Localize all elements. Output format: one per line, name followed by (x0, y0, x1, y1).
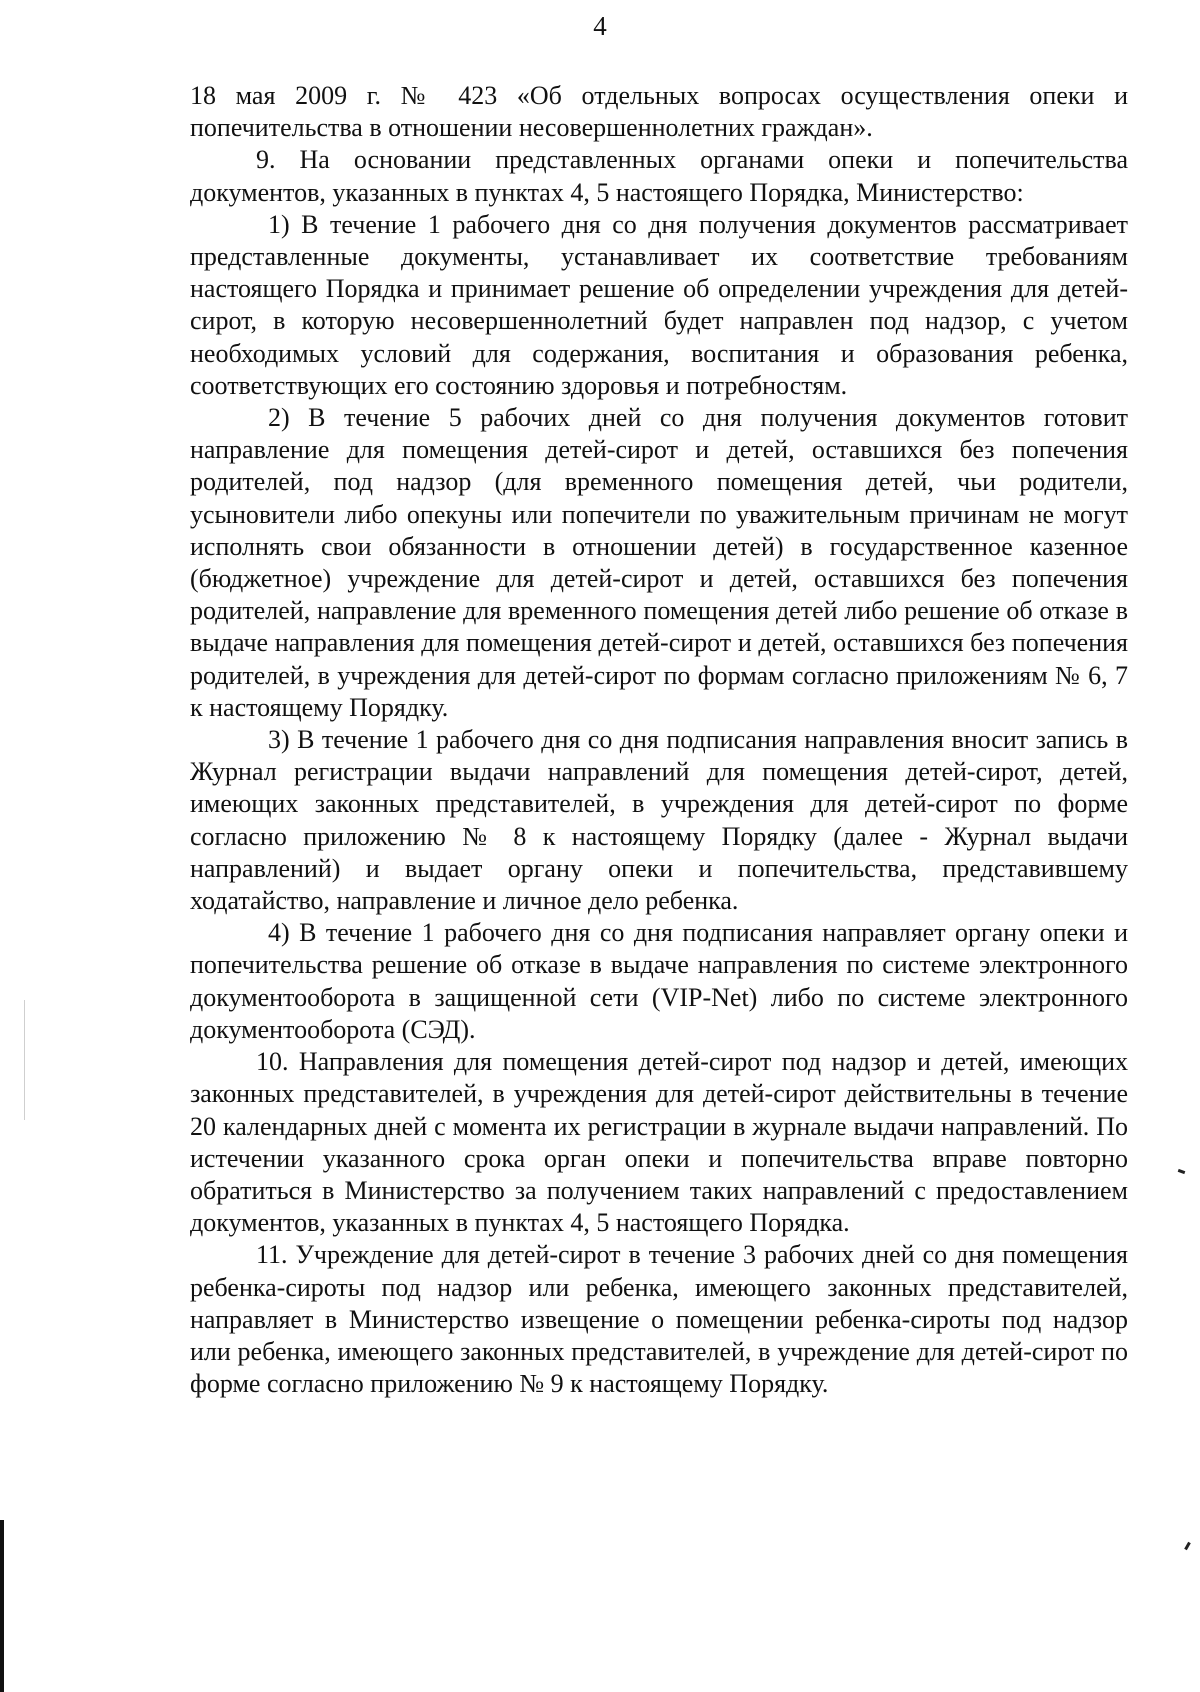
scan-speck (1184, 1542, 1191, 1550)
document-body (190, 80, 1128, 1400)
paragraph-subitem-3: 3) В течение 1 рабочего дня со дня подписания направления вносит запись в Журнал регистрации выдачи направлений для помещения детей-сирот, детей, имеющих законных представителей, в учреждения для детей-сирот по форме согласно приложению № 8 к настоящему Порядку (далее - Журнал выдачи направлений) и выдает органу опеки и попечительства, представившему ходатайство, направление и личное дело ребенка. (190, 725, 1128, 916)
scan-edge-line (0, 1520, 4, 1692)
paragraph-subitem-4: 4) В течение 1 рабочего дня со дня подписания направляет органу опеки и попечительства решение об отказе в выдаче направления по системе электронного документооборота в защищенной сети (VIP-Net) либо по системе электронного документооборота (СЭД). (190, 918, 1128, 1044)
page-number: 4 (593, 11, 607, 41)
scan-faint-line (24, 1000, 25, 1120)
paragraph-subitem-1: 1) В течение 1 рабочего дня со дня получения документов рассматривает представленные документы, устанавливает их соответствие требованиям настоящего Порядка и принимает решение об определении учреждения для детей-сирот, в которую несовершеннолетний будет направлен под надзор, с учетом необходимых условий для содержания, воспитания и образования ребенка, соответствующих его состоянию здоровья и потребностям. (190, 209, 1128, 400)
scan-speck (1178, 1169, 1186, 1174)
paragraph-item-10: 10. Направления для помещения детей-сирот под надзор и детей, имеющих законных представителей, в учреждения для детей-сирот действительны в течение 20 календарных дней с момента их регистрации в журнале выдачи направлений. По истечении указанного срока орган опеки и попечительства вправе повторно обратиться в Министерство за получением таких направлений с предоставлением документов, указанных в пунктах 4, 5 настоящего Порядка. (190, 1047, 1128, 1238)
paragraph-item-9: 9. На основании представленных органами опеки и попечительства документов, указанных в пунктах 4, 5 настоящего Порядка, Министерство: (190, 145, 1128, 207)
paragraph-subitem-2: 2) В течение 5 рабочих дней со дня получения документов готовит направление для помещения детей-сирот и детей, оставшихся без попечения родителей, под надзор (для временного помещения детей, чьи родители, усыновители либо опекуны или попечители по уважительным причинам не могут исполнять свои обязанности в отношении детей) в государственное казенное (бюджетное) учреждение для детей-сирот и детей, оставшихся без попечения родителей, направление для временного помещения детей либо решение об отказе в выдаче направления для помещения детей-сирот и детей, оставшихся без попечения родителей, в учреждения для детей-сирот по формам согласно приложениям № 6, 7 к настоящему Порядку. (190, 403, 1128, 722)
paragraph-continuation: 18 мая 2009 г. № 423 «Об отдельных вопросах осуществления опеки и попечительства в отношении несовершеннолетних граждан». (190, 81, 1128, 143)
paragraph-item-11: 11. Учреждение для детей-сирот в течение 3 рабочих дней со дня помещения ребенка-сироты под надзор или ребенка, имеющего законных представителей, направляет в Министерство извещение о помещении ребенка-сироты под надзор или ребенка, имеющего законных представителей, в учреждение для детей-сирот по форме согласно приложению № 9 к настоящему Порядку. (190, 1240, 1128, 1399)
